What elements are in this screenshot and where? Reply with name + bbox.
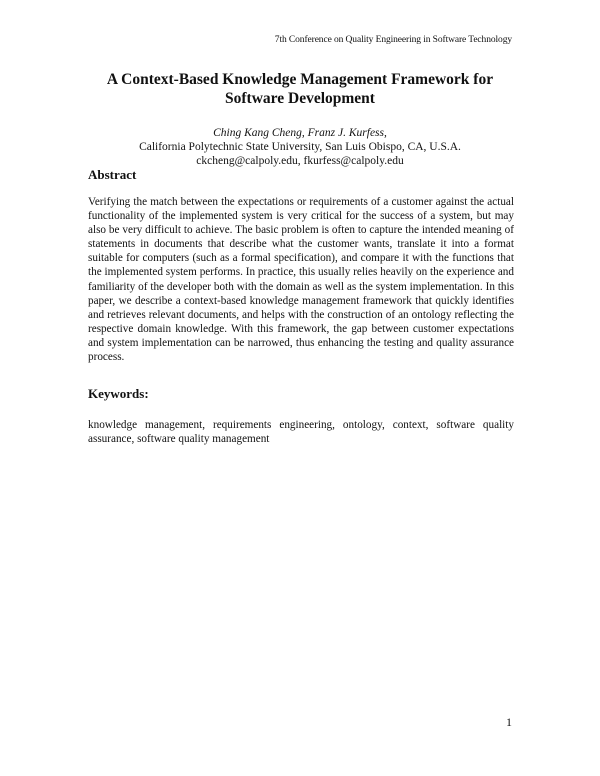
keywords-text: knowledge management, requirements engineering, ontology, context, software quality assurance, software quality management [88, 419, 514, 446]
author-block [88, 126, 512, 168]
keywords-heading: Keywords: [88, 386, 149, 401]
running-header: 7th Conference on Quality Engineering in Software Technology [274, 35, 512, 45]
author-affiliation: California Polytechnic State University, San Luis Obispo, CA, U.S.A. [139, 141, 461, 153]
paper-title-line-1: A Context-Based Knowledge Management Framework for [106, 71, 494, 88]
paper-title-line-2: Software Development [225, 90, 375, 107]
author-emails: ckcheng@calpoly.edu, fkurfess@calpoly.edu [196, 155, 404, 167]
page-number: 1 [506, 715, 512, 729]
abstract-text: Verifying the match between the expectations or requirements of a customer against the actual functionality of the implemented system is very critical for the success of a system, but may also be very difficult to achieve. The basic problem is often to capture the intended meaning of statements in documents that describe what the customer wants, translate it into a format suitable for computers (such as a formal specification), and compare it with the functions that the implemented system performs. In practice, this usually relies heavily on the experience and familiarity of the developer both with the domain as well as the system implementation. In this paper, we describe a context-based knowledge management framework that quickly identifies and retrieves relevant documents, and helps with the construction of an ontology reflecting the respective domain knowledge. With this framework, the gap between customer expectations and system implementation can be narrowed, thus enhancing the testing and quality assurance process. [88, 196, 514, 364]
paper-title [88, 70, 512, 108]
abstract-heading: Abstract [88, 167, 137, 182]
author-names: Ching Kang Cheng, Franz J. Kurfess, [213, 127, 387, 139]
